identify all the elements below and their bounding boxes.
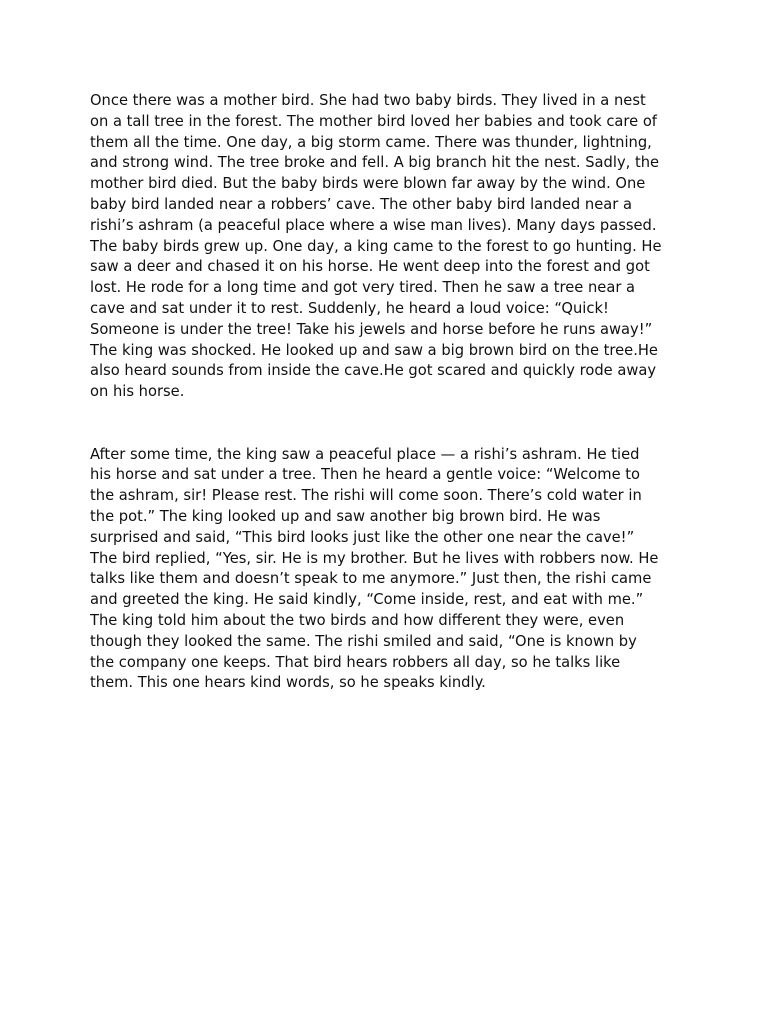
document-body	[90, 91, 680, 694]
story-paragraph-2: After some time, the king saw a peaceful place — a rishi’s ashram. He tied his horse and sat under a tree. Then he heard a gentle voice: “Welcome to the ashram, sir! Please rest. The rishi will come soon. There’s cold water in the pot.” The king looked up and saw another big brown bird. He was surprised and said, “This bird looks just like the other one near the cave!” The bird replied, “Yes, sir. He is my brother. But he lives with robbers now. He talks like them and doesn’t speak to me anymore.” Just then, the rishi came and greeted the king. He said kindly, “Come inside, rest, and eat with me.” The king told him about the two birds and how different they were, even though they looked the same. The rishi smiled and said, “One is known by the company one keeps. That bird hears robbers all day, so he talks like them. This one hears kind words, so he speaks kindly.	[90, 445, 659, 692]
story-paragraph-1: Once there was a mother bird. She had two baby birds. They lived in a nest on a tall tree in the forest. The mother bird loved her babies and took care of them all the time. One day, a big storm came. There was thunder, lightning, and strong wind. The tree broke and fell. A big branch hit the nest. Sadly, the mother bird died. But the baby birds were blown far away by the wind. One baby bird landed near a robbers’ cave. The other baby bird landed near a rishi’s ashram (a peaceful place where a wise man lives). Many days passed. The baby birds grew up. One day, a king came to the forest to go hunting. He saw a deer and chased it on his horse. He went deep into the forest and got lost. He rode for a long time and got very tired. Then he saw a tree near a cave and sat under it to rest. Suddenly, he heard a loud voice: “Quick! Someone is under the tree! Take his jewels and horse before he runs away!” The king was shocked. He looked up and saw a big brown bird on the tree.He also heard sounds from inside the cave.He got scared and quickly rode away on his horse.	[90, 92, 662, 401]
